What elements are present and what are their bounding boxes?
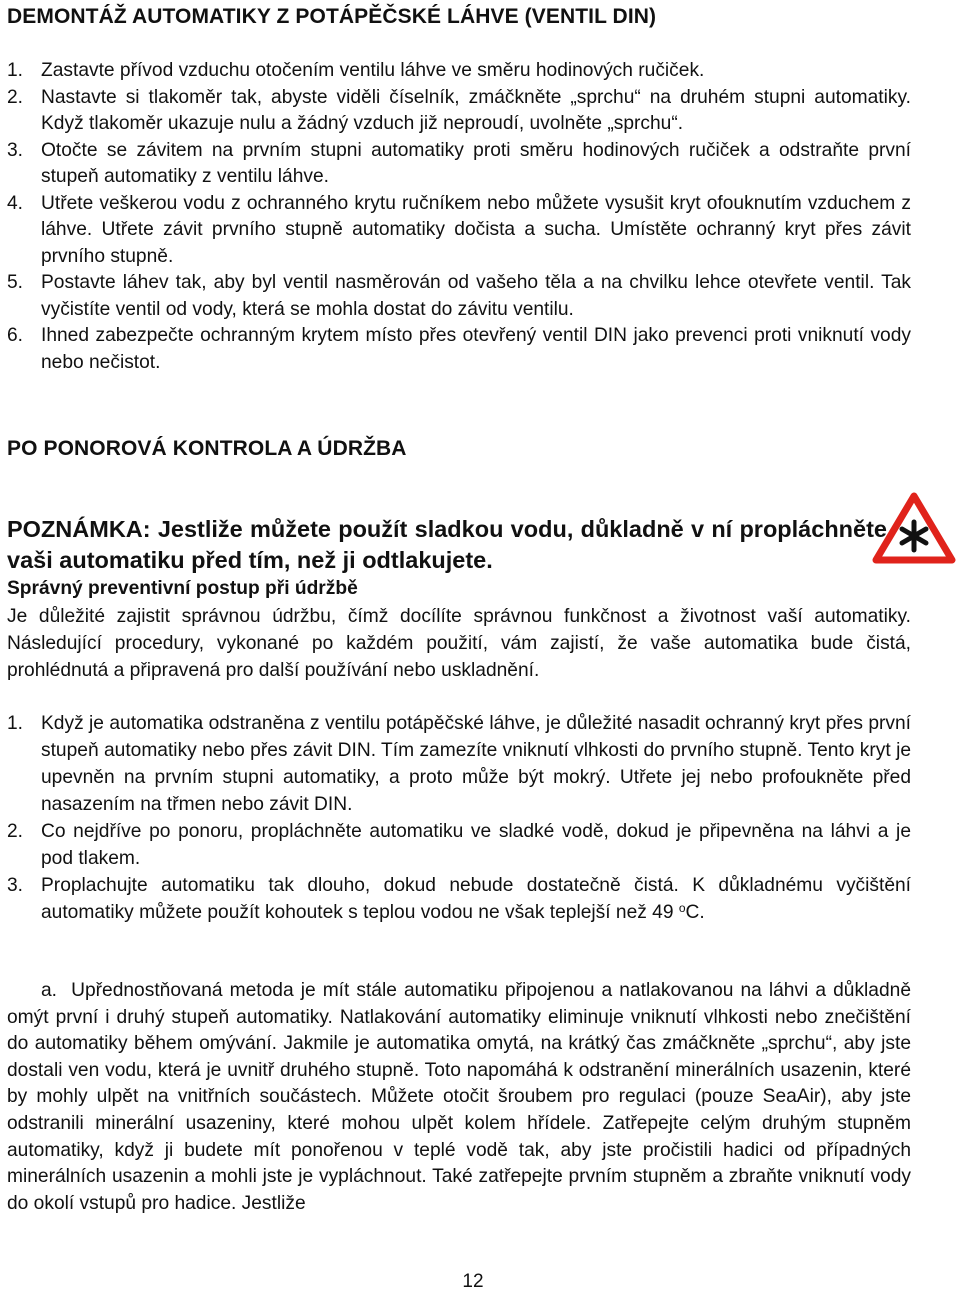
step-text: Otočte se závitem na prvním stupni automatiky proti směru hodinových ručiček a odstraňte první stupeň automatiky z ventilu láhve.: [41, 139, 911, 187]
unit-text: C.: [685, 902, 705, 923]
note-paragraph: POZNÁMKA: Jestliže můžete použít sladkou vodu, důkladně v ní propláchněte vaši automatiku před tím, než ji odtlakujete.: [7, 515, 887, 573]
step-number: 1.: [7, 713, 24, 734]
step-number: 4.: [7, 192, 24, 214]
maintenance-steps-list: [7, 710, 911, 926]
list-item: [7, 58, 911, 85]
section-title-kontrola: PO PONOROVÁ KONTROLA A ÚDRŽBA: [7, 437, 407, 460]
list-item: [7, 323, 911, 376]
list-item: [7, 85, 911, 138]
step-number: 2.: [7, 86, 24, 108]
step-number: 6.: [7, 325, 24, 346]
step-number: 2.: [7, 821, 24, 842]
step-text: Když je automatika odstraněna z ventilu potápěčské láhve, je důležité nasadit ochranný kryt přes první stupeň automatiky nebo přes závit DIN. Tím zamezíte vniknutí vlhkosti do prvního stupně. Tento kryt je upevněn na prvním stupni automatiky, a proto může být mokrý. Utřete jej nebo profoukněte před nasazením na třmen nebo závit DIN.: [41, 713, 911, 815]
step-text: Proplachujte automatiku tak dlouho, dokud nebude dostatečně čistá. K důkladnému vyčištění automatiky můžete použít kohoutek s teplou vodou ne však teplejší než 49: [41, 875, 911, 923]
page-number: 12: [462, 1271, 484, 1292]
step-number: 3.: [7, 875, 24, 896]
list-item: [7, 270, 911, 323]
list-item: [7, 710, 911, 818]
step-text: Ihned zabezpečte ochranným krytem místo přes otevřený ventil DIN jako prevenci proti vniknutí vody nebo nečistot.: [41, 325, 911, 373]
section-title-demontaz: DEMONTÁŽ AUTOMATIKY Z POTÁPĚČSKÉ LÁHVE (VENTIL DIN): [7, 5, 657, 28]
step-text-wrap: [41, 872, 911, 926]
step-number: 1.: [7, 60, 24, 81]
list-item: [7, 818, 911, 872]
list-item: [7, 872, 911, 926]
step-text: Utřete veškerou vodu z ochranného krytu ručníkem nebo můžete vysušit kryt ofouknutím vzduchem z láhve. Utřete závit prvního stupně automatiky dočista a sucha. Umístěte ochranný kryt přes závit prvního stupně.: [41, 192, 911, 267]
substep-a-paragraph: [7, 978, 911, 1217]
step-text: Postavte láhev tak, aby byl ventil nasměrován od vašeho těla a na chvilku lehce otevřete ventil. Tak vyčistíte ventil od vody, která se mohla dostat do závitu ventilu.: [41, 272, 911, 320]
demontaz-steps-list: [7, 58, 911, 376]
list-item: [7, 138, 911, 191]
intro-paragraph: Je důležité zajistit správnou údržbu, čímž docílíte správnou funkčnost a životnost vaší automatiky. Následující procedury, vykonané po každém použití, vám zajistí, že vaše automatika bude čistá, prohlédnutá a připravená pro další používání nebo uskladnění.: [7, 606, 911, 681]
substep-text: Upřednostňovaná metoda je mít stále automatiku připojenou a natlakovanou na láhvi a důkladně omýt první i druhý stupeň automatiky. Natlakování automatiky eliminuje vniknutí vlhkosti nebo znečištění do automatiky během omývání. Jakmile je automatika omytá, na krátký čas zmáčkněte „sprchu“, aby jste dostali ven vodu, která je uvnitř druhého stupně. Toto napomáhá k odstranění minerálních usazenin, které by mohly ulpět na vnitřních součástech. Můžete otočit šroubem pro regulaci (pouze SeaAir), aby jste odstranili minerální usazeniny, které mohou ulpět kolem hřídele. Zatřepejte celým druhým stupněm automatiky, když ji budete mít ponořenou v teplé vodě tak, aby jste pročistili hadici od případných minerálních usazenin a mohli jste je vypláchnout. Také zatřepejte prvním stupněm a zbraňte vniknutí vody do okolí vstupů pro hadice. Jestliže: [7, 980, 911, 1214]
list-item: [7, 191, 911, 271]
degree-sign: o: [678, 901, 686, 915]
step-number: 3.: [7, 139, 24, 161]
step-text: Zastavte přívod vzduchu otočením ventilu láhve ve směru hodinových ručiček.: [41, 60, 705, 81]
step-text: Nastavte si tlakoměr tak, abyste viděli číselník, zmáčkněte „sprchu“ na druhém stupni automatiky. Když tlakoměr ukazuje nulu a žádný vzduch již neproudí, uvolněte „sprchu“.: [41, 86, 911, 134]
step-text: Co nejdříve po ponoru, propláchněte automatiku ve sladké vodě, dokud je připevněna na láhvi a je pod tlakem.: [41, 821, 911, 869]
substep-label: a.: [41, 980, 58, 1001]
subsection-title: Správný preventivní postup při údržbě: [7, 578, 358, 599]
step-number: 5.: [7, 272, 24, 293]
warning-triangle-asterisk-icon: [872, 492, 956, 564]
